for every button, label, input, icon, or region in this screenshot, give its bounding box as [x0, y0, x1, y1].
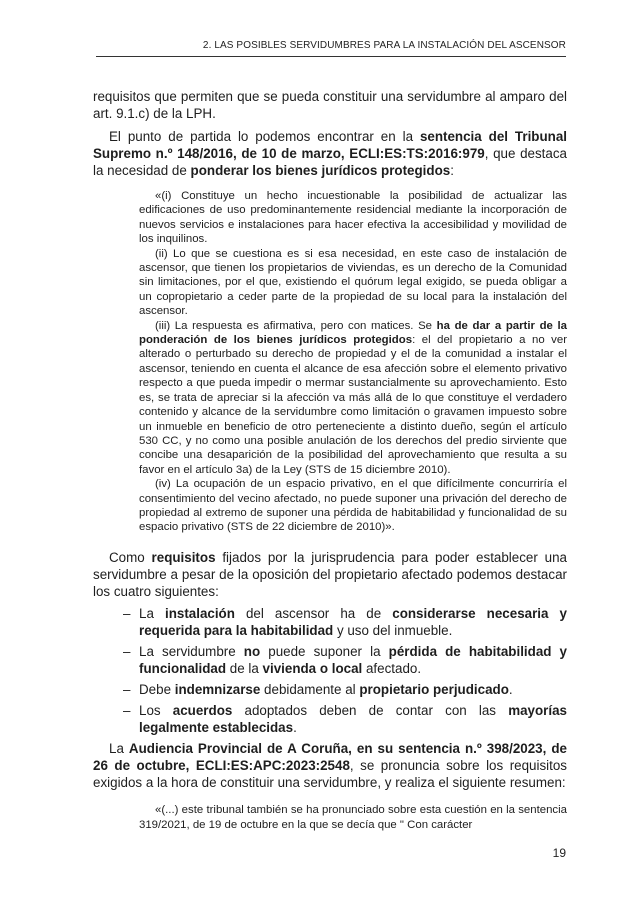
paragraph-3: Como requisitos fijados por la jurisprudencia para poder establecer una servidumbre a pesar de la oposición del propietario afectado podemos destacar los cuatro siguientes:	[93, 549, 567, 599]
paragraph-4: La Audiencia Provincial de A Coruña, en su sentencia n.º 398/2023, de 26 de octubre, ECLI:ES:APC:2023:2548, se pronuncia sobre los requisitos exigidos a la hora de constituir una servidumbre, y realiza el siguiente resumen:	[93, 740, 568, 790]
running-header: 2. LAS POSIBLES SERVIDUMBRES PARA LA INSTALACIÓN DEL ASCENSOR	[96, 36, 566, 57]
quote-point-iv: (iv) La ocupación de un espacio privativo, en el que difícilmente concurriría el consentimiento del vecino afectado, no puede suponer una privación del derecho de propiedad al extremo de suponer una pérdida de habitabilidad y funcionalidad de su espacio privativo (STS de 22 diciembre de 2010)».	[139, 478, 567, 534]
bold-ponderar: ponderar los bienes jurídicos protegidos	[190, 163, 451, 178]
quote-block-2	[139, 803, 567, 833]
page-number: 19	[552, 846, 566, 860]
quote-2-text: «(...) este tribunal también se ha pronunciado sobre esta cuestión en la sentencia 319/2021, de 19 de octubre en la que se decía que " Con carácter	[139, 803, 567, 831]
quote-point-iii: (iii) La respuesta es afirmativa, pero con matices. Se ha de dar a partir de la ponderación de los bienes jurídicos protegidos: el del propietario a no ver alterado o perturbado su derecho de propiedad y el de la comunidad a instalar el ascensor, teniendo en cuenta el alcance de esa afección sobre el elemento privativo respecto a que pueda impedir o mermar sustancialmente su aprovechamiento. Esto es, se trata de apreciar si la afección va más allá de lo que constituye el verdadero contenido y alcance de la servidumbre como limitación o gravamen impuesto sobre un inmueble en beneficio de otro perteneciente a distinto dueño, según el artículo 530 CC, y no como una posible anulación de los derechos del predio sirviente que concibe una desaparición de la posibilidad del aprovechamiento que resulta a su favor en el artículo 3a) de la Ley (STS de 15 diciembre 2010).	[139, 319, 567, 476]
quote-block-1	[139, 189, 567, 535]
bold-ts-citation: sentencia del Tribunal Supremo n.º 148/2016, de 10 de marzo, ECLI:ES:TS:2016:979	[93, 129, 567, 161]
page-body	[93, 88, 567, 833]
bold-ponderacion: ha de dar a partir de la ponderación de los bienes jurídicos protegidos	[139, 319, 567, 347]
list-item: – Los acuerdos adoptados deben de contar con las mayorías legalmente establecidas.	[123, 702, 567, 735]
bold-ap-citation: Audiencia Provincial de A Coruña, en su sentencia n.º 398/2023, de 26 de octubre, ECLI:ES:APC:2023:2548	[93, 740, 567, 773]
list-item: – Debe indemnizarse debidamente al propietario perjudicado.	[123, 681, 513, 697]
paragraph-2: El punto de partida lo podemos encontrar en la sentencia del Tribunal Supremo n.º 148/2016, de 10 de marzo, ECLI:ES:TS:2016:979, que destaca la necesidad de ponderar los bienes jurídicos protegidos:	[93, 129, 567, 178]
requirements-list	[123, 605, 567, 736]
list-item: – La servidumbre no puede suponer la pérdida de habitabilidad y funcionalidad de la vivienda o local afectado.	[123, 643, 568, 676]
quote-point-ii: (ii) Lo que se cuestiona es si esa necesidad, en este caso de instalación de ascensor, que tienen los propietarios de viviendas, es un derecho de la Comunidad sin limitaciones, por el que, existiendo el quórum legal exigido, se pueda obligar a un copropietario a ceder parte de la propiedad de su local para la instalación del ascensor.	[139, 247, 567, 318]
quote-point-i: «(i) Constituye un hecho incuestionable la posibilidad de actualizar las edificaciones de uso predominantemente residencial mediante la incorporación de nuevos servicios e instalaciones para hacer efectiva la accesibilidad y movilidad de los inquilinos.	[139, 190, 567, 246]
list-item: – La instalación del ascensor ha de considerarse necesaria y requerida para la habitabilidad y uso del inmueble.	[123, 605, 567, 638]
paragraph-1: requisitos que permiten que se pueda constituir una servidumbre al amparo del art. 9.1.c) de la LPH.	[93, 89, 567, 121]
